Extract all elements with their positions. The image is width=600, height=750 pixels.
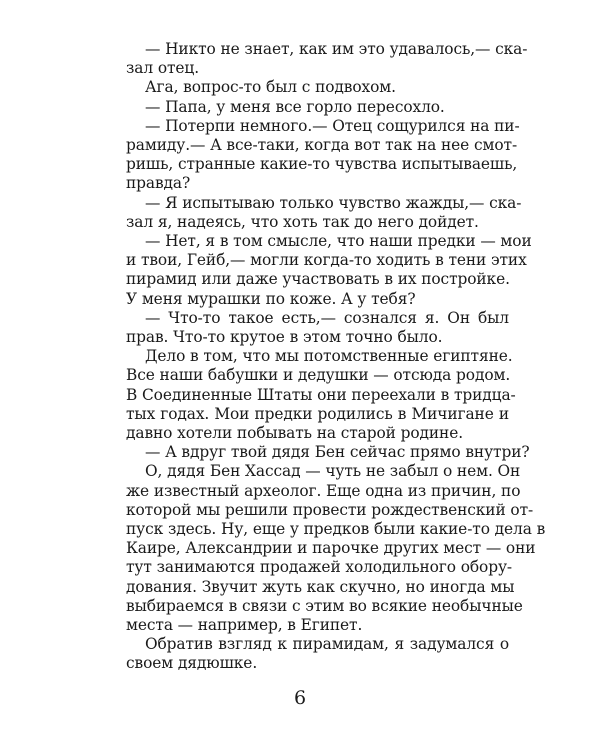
text-line: Обратив взгляд к пирамидам, я задумался о — [145, 635, 509, 654]
text-line: пуск здесь. Ну, еще у предков были какие-то дела в — [126, 520, 546, 538]
text-line: Каире, Александрии и парочке других мест — они — [126, 539, 536, 558]
text-line: же известный археолог. Еще одна из причин, по — [126, 481, 521, 500]
text-line: ришь, странные какие-то чувства испытываешь, — [126, 155, 518, 174]
text-line: — Никто не знает, как им это удавалось,— ска- — [145, 40, 528, 58]
text-line: правда? — [126, 174, 191, 193]
text-line: своем дядюшке. — [126, 654, 258, 673]
text-line: О, дядя Бен Хассад — чуть не забыл о нем. Он — [145, 462, 521, 481]
text-line: места — например, в Египет. — [126, 616, 363, 634]
text-line: — Нет, я в том смысле, что наши предки — мои — [145, 232, 532, 250]
text-line: давно хотели побывать на старой родине. — [126, 424, 464, 442]
text-line: тых годах. Мои предки родились в Мичигане и — [126, 404, 509, 423]
text-line: — Я испытываю только чувство жажды,— ска- — [145, 193, 522, 212]
text-line: тут занимаются продажей холодильного обору- — [126, 558, 513, 577]
page-number: 6 — [293, 687, 307, 709]
text-line: — Что-то такое есть,— сознался я. Он был — [145, 308, 509, 327]
text-line: и твои, Гейб,— могли когда-то ходить в тени этих — [126, 251, 527, 270]
text-line: — Папа, у меня все горло пересохло. — [145, 97, 445, 116]
text-line: рамиду.— А все-таки, когда вот так на нее смот- — [126, 136, 518, 154]
text-line: выбираемся в связи с этим во всякие необычные — [126, 596, 523, 615]
text-line: — А вдруг твой дядя Бен сейчас прямо внутри? — [145, 443, 530, 462]
text-line: пирамид или даже участвовать в их постройке. — [126, 270, 510, 289]
text-line: дования. Звучит жуть как скучно, но иногда мы — [126, 577, 515, 596]
text-line: Дело в том, что мы потомственные египтяне. — [145, 347, 513, 366]
text-line: зал я, надеясь, что хоть так до него дойдет. — [126, 212, 479, 231]
text-line: В Соединенные Штаты они переехали в тридца- — [126, 385, 516, 404]
text-line: которой мы решили провести рождественский от- — [126, 500, 534, 519]
text-line: Ага, вопрос-то был с подвохом. — [145, 78, 396, 97]
text-line: Все наши бабушки и дедушки — отсюда родом. — [126, 366, 511, 385]
text-line: У меня мурашки по коже. А у тебя? — [126, 289, 416, 308]
text-line: прав. Что-то крутое в этом точно было. — [126, 328, 443, 346]
text-line: зал отец. — [126, 59, 200, 78]
text-line: — Потерпи немного.— Отец сощурился на пи- — [145, 116, 520, 135]
